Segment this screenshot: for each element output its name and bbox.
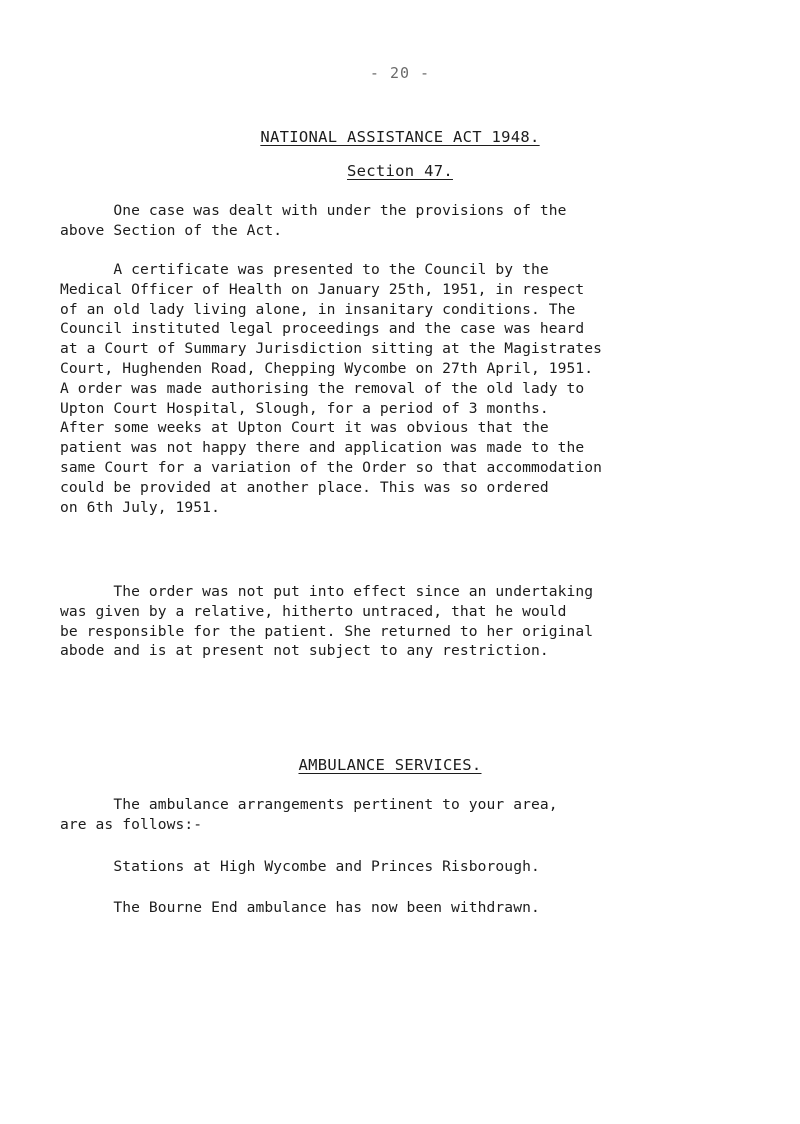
paragraph-certificate: A certificate was presented to the Council by the Medical Officer of Health on January 25th, 1951, in respect of an old lady living alone, in insanitary conditions. The Council instituted legal proceedings and the case was heard at a Court of Summary Jurisdiction sitting at the Magistrates Court, Hughenden Road, Chepping Wycombe on 27th April, 1951. A order was made authorising the removal of the old lady to Upton Court Hospital, Slough, for a period of 3 months. After some weeks at Upton Court it was obvious that the patient was not happy there and application was made to the same Court for a variation of the Order so that accommodation could be provided at another place. This was so ordered on 6th July, 1951. (60, 261, 603, 516)
ambulance-heading (0, 756, 790, 774)
paragraph-stations: Stations at High Wycombe and Princes Risborough. (60, 858, 540, 875)
page-number: - 20 - (369, 64, 431, 82)
paragraph-intro: One case was dealt with under the provisions of the above Section of the Act. (60, 202, 567, 239)
ambulance-heading-text: AMBULANCE SERVICES. (298, 756, 482, 774)
paragraph-bourne-end: The Bourne End ambulance has now been withdrawn. (60, 899, 540, 916)
paragraph-order: The order was not put into effect since an undertaking was given by a relative, hitherto untraced, that he would be responsible for the patient. She returned to her original abode and is at present not subject to any restriction. (60, 583, 594, 660)
section-heading-text: Section 47. (347, 162, 453, 180)
section-heading (0, 162, 800, 180)
act-heading-text: NATIONAL ASSISTANCE ACT 1948. (260, 128, 540, 146)
act-heading (0, 128, 800, 146)
paragraph-ambulance-arrangements: The ambulance arrangements pertinent to your area, are as follows:- (60, 796, 558, 833)
